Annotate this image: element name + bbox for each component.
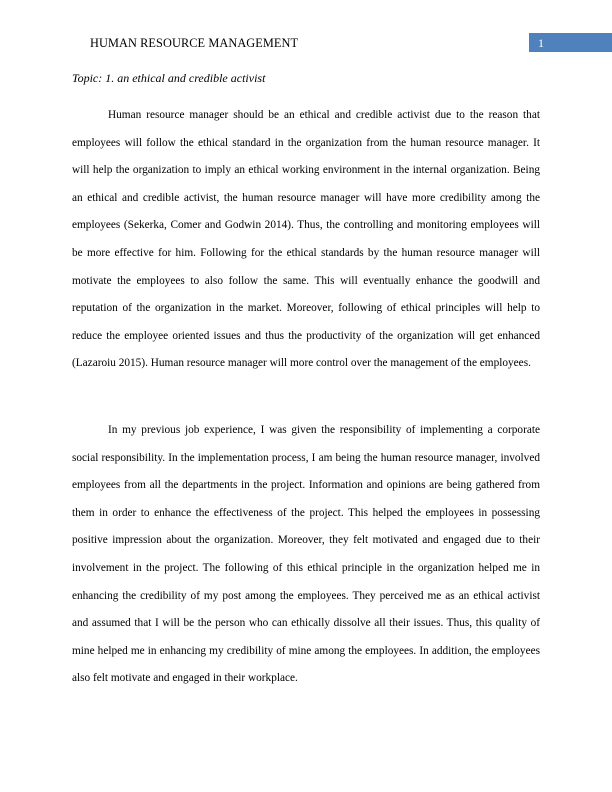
body-paragraph: In my previous job experience, I was given the responsibility of implementing a corporate social responsibility. In the implementation process, I am being the human resource manager, involved employees from all the departments in the project. Information and opinions are being gathered from them in order to enhance the effectiveness of the project. This helped the employees in possessing positive impression about the organization. Moreover, they felt motivated and engaged due to their involvement in the project. The following of this ethical principle in the organization helped me in enhancing the credibility of my post among the employees. They perceived me as an ethical activist and assumed that I will be the person who can ethically dissolve all their issues. Thus, this quality of mine helped me in enhancing my credibility of mine among the employees. In addition, the employees also felt motivate and engaged in their workplace. <box>72 424 540 685</box>
page-number-badge <box>529 33 612 52</box>
running-header-title: HUMAN RESOURCE MANAGEMENT <box>90 36 299 50</box>
body-paragraph: Human resource manager should be an ethical and credible activist due to the reason that employees will follow the ethical standard in the organization from the human resource manager. It will help the organization to imply an ethical working environment in the internal organization. Being an ethical and credible activist, the human resource manager will have more credibility among the employees (Sekerka, Comer and Godwin 2014). Thus, the controlling and monitoring employees will be more effective for him. Following for the ethical standards by the human resource manager will motivate the employees to also follow the same. This will eventually enhance the goodwill and reputation of the organization in the market. Moreover, following of ethical principles will help to reduce the employee oriented issues and thus the productivity of the organization will get enhanced (Lazaroiu 2015). Human resource manager will more control over the management of the employees. <box>72 109 540 370</box>
topic-heading: Topic: 1. an ethical and credible activist <box>72 71 266 85</box>
page-number: 1 <box>538 36 544 50</box>
